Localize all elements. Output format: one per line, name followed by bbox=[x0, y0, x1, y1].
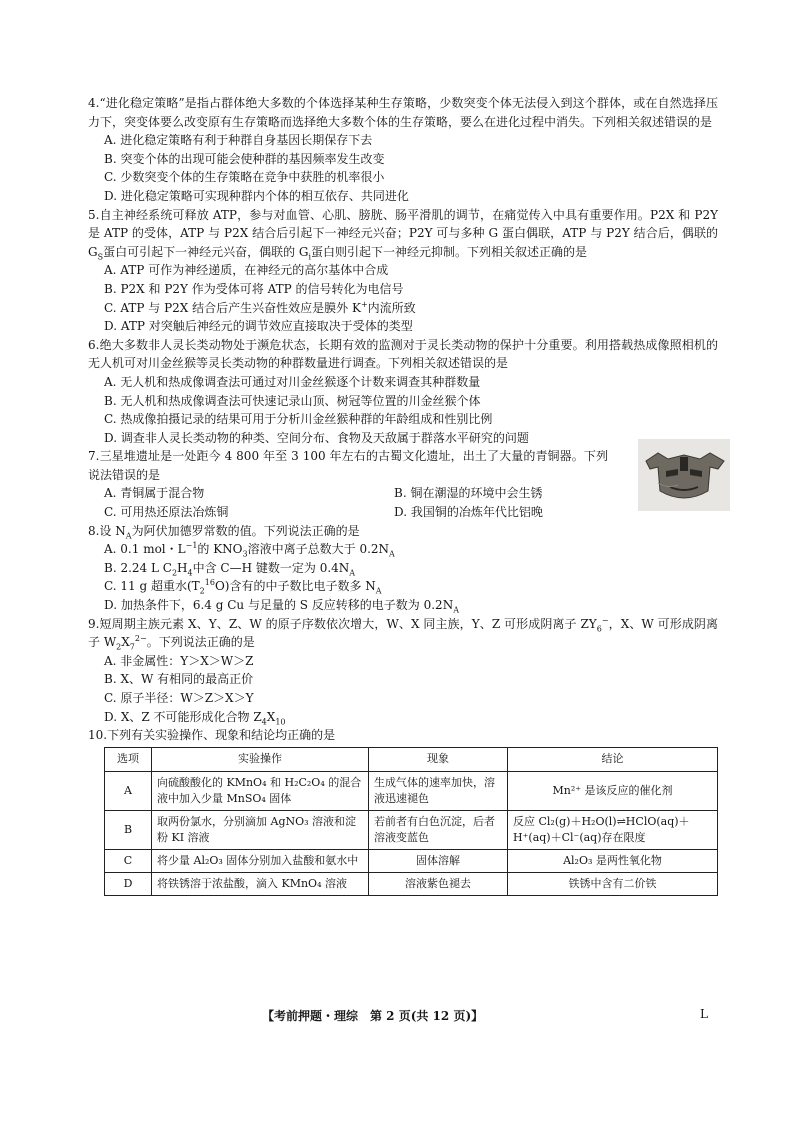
version-mark: L bbox=[700, 1007, 708, 1021]
row-operation: 将铁锈溶于浓盐酸，滴入 KMnO₄ 溶液 bbox=[152, 872, 369, 895]
question-10-stem: 10.下列有关实验操作、现象和结论均正确的是 bbox=[88, 728, 336, 743]
row-conclusion: 反应 Cl₂(g)＋H₂O(l)⇌HClO(aq)＋H⁺(aq)＋Cl⁻(aq)存在限度 bbox=[508, 810, 718, 849]
question-6 bbox=[88, 336, 718, 448]
q8-option-d: D. 加热条件下，6.4 g Cu 与足量的 S 反应转移的电子数为 $0.2N_A$ bbox=[104, 598, 459, 615]
row-phenomenon: 若前者有白色沉淀，后者溶液变蓝色 bbox=[369, 810, 508, 849]
q7-options-row-1 bbox=[88, 484, 718, 503]
question-5 bbox=[88, 206, 718, 336]
table-header-row bbox=[105, 747, 718, 771]
row-operation: 向硫酸酸化的 KMnO₄ 和 H₂C₂O₄ 的混合液中加入少量 MnSO₄ 固体 bbox=[152, 771, 369, 810]
q7-option-a: A. 青铜属于混合物 bbox=[104, 486, 205, 501]
row-phenomenon: 生成气体的速率加快，溶液迅速褪色 bbox=[369, 771, 508, 810]
question-8-stem: 8.设 $N_A$为阿伏加德罗常数的值。下列说法正确的是 bbox=[88, 523, 360, 541]
table-row bbox=[105, 771, 718, 810]
q4-option-d: D. 进化稳定策略可实现种群内个体的相互依存、共同进化 bbox=[104, 188, 409, 203]
row-conclusion: Mn²⁺ 是该反应的催化剂 bbox=[508, 771, 718, 810]
q6-option-c: C. 热成像拍摄记录的结果可用于分析川金丝猴种群的年龄组成和性别比例 bbox=[104, 412, 493, 427]
page-number: 【考前押题・理综 第 2 页(共 12 页)】 bbox=[262, 1009, 484, 1023]
question-4-stem: 4.“进化稳定策略”是指占群体绝大多数的个体选择某种生存策略，少数突变个体无法侵入到这个群体，或在自然选择压力下，突变体要么改变原有生存策略而选择绝大多数个体的生存策略，要么在进化过程中消失。下列相关叙述错误的是 bbox=[88, 96, 718, 129]
question-9 bbox=[88, 615, 718, 727]
q5-option-a: A. ATP 可作为神经递质，在神经元的高尔基体中合成 bbox=[104, 263, 389, 278]
q5-option-d: D. ATP 对突触后神经元的调节效应直接取决于受体的类型 bbox=[104, 319, 413, 334]
row-phenomenon: 固体溶解 bbox=[369, 849, 508, 872]
question-9-stem: 9.短周期主族元素 X、Y、Z、W 的原子序数依次增大，W、X 同主族，Y、Z 可形成阴离子 $ZY_6^-$，X、W 可形成阴离子 $W_2X_7^{2-}$。下列说法正确的是 bbox=[88, 615, 718, 652]
question-7-stem: 7.三星堆遗址是一处距今 4 800 年至 3 100 年左右的古蜀文化遗址，出土了大量的青铜器。下列说法错误的是 bbox=[88, 449, 608, 482]
q9-option-a: A. 非金属性：Y＞X＞W＞Z bbox=[104, 653, 254, 668]
question-4 bbox=[88, 94, 718, 206]
row-option: D bbox=[105, 872, 152, 895]
header-conclusion: 结论 bbox=[508, 747, 718, 771]
q4-option-b: B. 突变个体的出现可能会使种群的基因频率发生改变 bbox=[104, 151, 385, 166]
table-row bbox=[105, 810, 718, 849]
header-phenomenon: 现象 bbox=[369, 747, 508, 771]
q9-option-c: C. 原子半径：W＞Z＞X＞Y bbox=[104, 691, 254, 705]
row-operation: 将少量 Al₂O₃ 固体分别加入盐酸和氨水中 bbox=[152, 849, 369, 872]
row-option: B bbox=[105, 810, 152, 849]
q6-option-b: B. 无人机和热成像调查法可快速记录山顶、树冠等位置的川金丝猴个体 bbox=[104, 393, 481, 408]
question-10 bbox=[88, 726, 718, 896]
exam-page bbox=[88, 94, 718, 896]
emphasis-word: 错误 bbox=[460, 356, 485, 371]
q7-option-c: C. 可用热还原法冶炼铜 bbox=[104, 505, 229, 520]
q5-option-c: C. ATP 与 P2X 结合后产生兴奋性效应是膜外 K+内流所致 bbox=[104, 299, 416, 315]
header-operation: 实验操作 bbox=[152, 747, 369, 771]
question-6-stem: 6.绝大多数非人灵长类动物处于濒危状态，长期有效的监测对于灵长类动物的保护十分重要。利用搭载热成像照相机的无人机可对川金丝猴等灵长类动物的种群数量进行调查。下列相关叙述错误的是 bbox=[88, 337, 718, 371]
q6-option-a: A. 无人机和热成像调查法可通过对川金丝猴逐个计数来调查其种群数量 bbox=[104, 374, 481, 389]
q8-option-c: C. 11 g 超重水$(T_2^{16}O)$含有的中子数比电子数多 $N_A$ bbox=[104, 578, 382, 596]
q9-option-d: D. X、Z 不可能形成化合物 $Z_4X_{10}$ bbox=[104, 709, 286, 726]
question-5-stem: 5.自主神经系统可释放 ATP，参与对血管、心肌、膀胱、肠平滑肌的调节，在痛觉传入中具有重要作用。P2X 和 P2Y 是 ATP 的受体，ATP 与 P2X 结合后引起下一神经元兴奋；P2Y 可与多种 G 蛋白偶联，ATP 与 P2Y 结合后，偶联的 $G_S$蛋白可引起下一神经元兴奋，偶联的 $G_i$蛋白则引起下一神经元抑制。下列相关叙述正确的是 bbox=[88, 207, 718, 262]
q8-option-b: B. 2.24 L $C_2H_4$中含 C—H 键数一定为 $0.4N_A$ bbox=[104, 560, 356, 578]
question-7 bbox=[88, 447, 718, 521]
q6-option-d: D. 调查非人灵长类动物的种类、空间分布、食物及天敌属于群落水平研究的问题 bbox=[104, 430, 529, 445]
row-phenomenon: 溶液紫色褪去 bbox=[369, 872, 508, 895]
table-row bbox=[105, 872, 718, 895]
q7-option-b: B. 铜在潮湿的环境中会生锈 bbox=[394, 486, 543, 501]
bronze-mask-icon bbox=[638, 439, 730, 511]
row-option: C bbox=[105, 849, 152, 872]
row-conclusion: 铁锈中含有二价铁 bbox=[508, 872, 718, 895]
q8-option-a: A. 0.1 mol・$L^{-1}$的 $KNO_3$溶液中离子总数大于 $0.2N_A$ bbox=[104, 541, 395, 559]
row-option: A bbox=[105, 771, 152, 810]
q7-options-row-2 bbox=[88, 503, 718, 522]
table-row bbox=[105, 849, 718, 872]
q7-option-d: D. 我国铜的冶炼年代比铝晚 bbox=[394, 505, 543, 520]
q9-option-b: B. X、W 有相同的最高正价 bbox=[104, 672, 254, 687]
row-operation: 取两份氯水，分别滴加 AgNO₃ 溶液和淀粉 KI 溶液 bbox=[152, 810, 369, 849]
question-8 bbox=[88, 522, 718, 615]
q4-option-a: A. 进化稳定策略有利于种群自身基因长期保存下去 bbox=[104, 133, 373, 148]
q4-option-c: C. 少数突变个体的生存策略在竞争中获胜的机率很小 bbox=[104, 170, 385, 185]
q5-option-b: B. P2X 和 P2Y 作为受体可将 ATP 的信号转化为电信号 bbox=[104, 281, 404, 296]
experiment-table bbox=[104, 747, 718, 896]
header-option: 选项 bbox=[105, 747, 152, 771]
row-conclusion: Al₂O₃ 是两性氧化物 bbox=[508, 849, 718, 872]
